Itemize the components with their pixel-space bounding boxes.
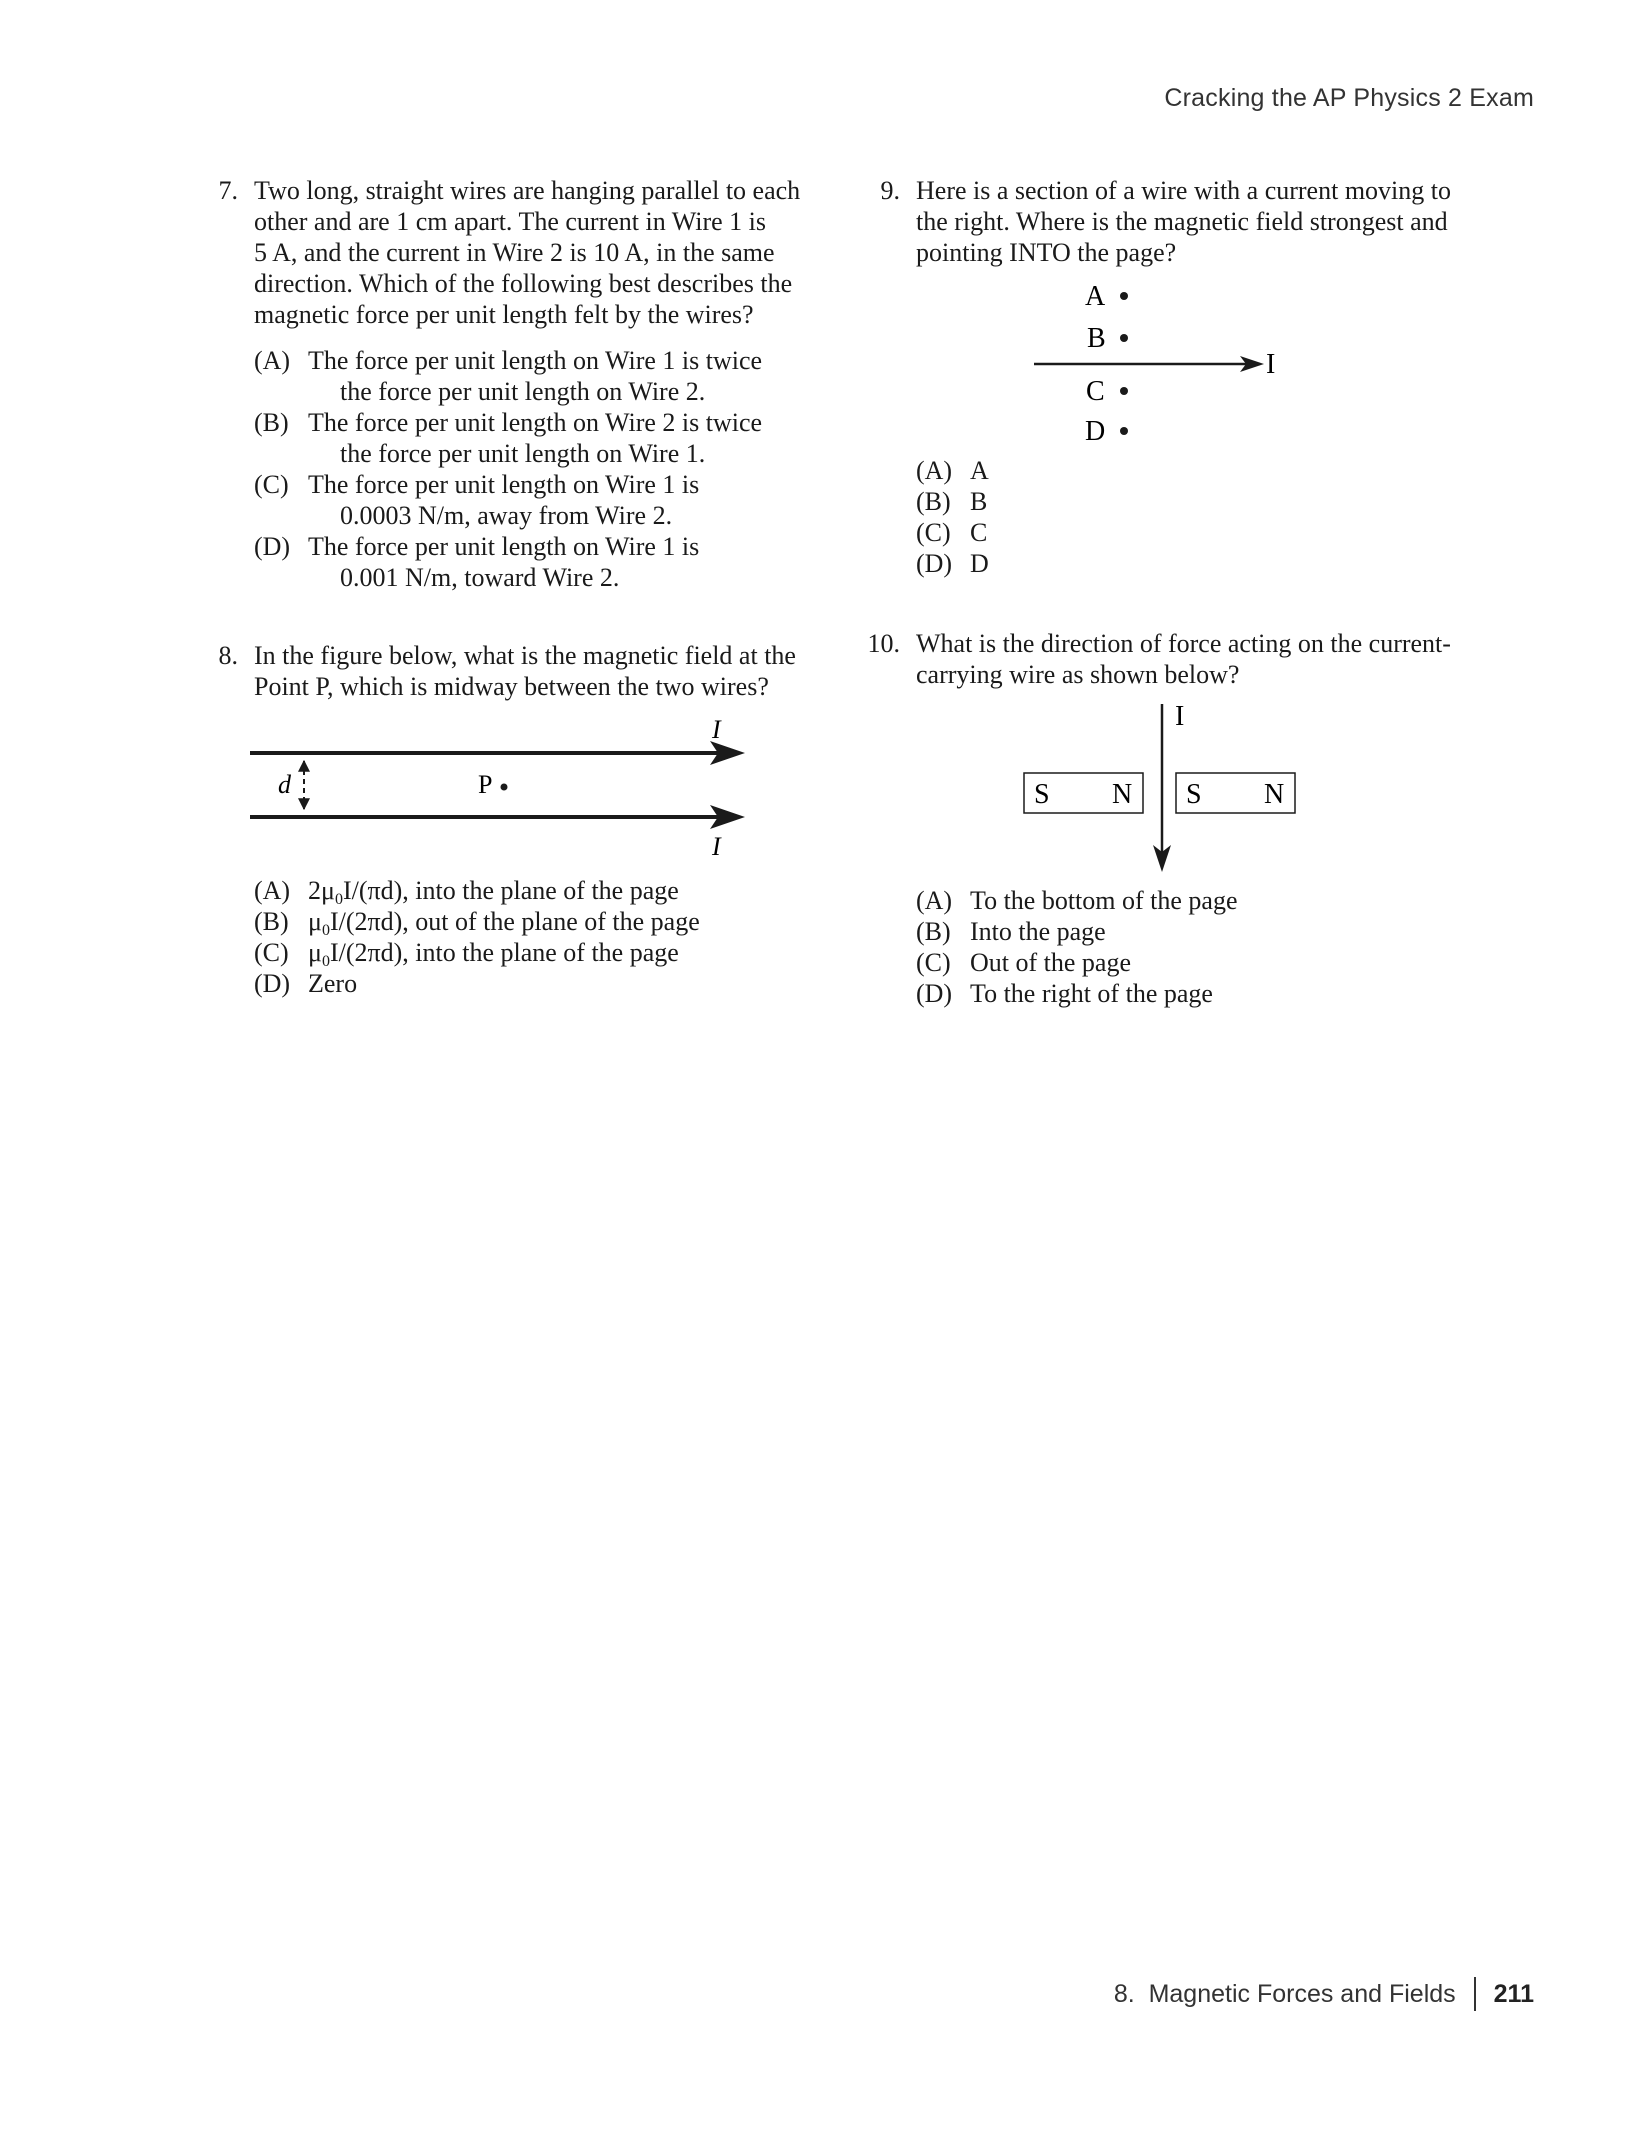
q8-figure	[240, 705, 760, 865]
point-p-dot	[501, 784, 508, 791]
q7-options	[254, 345, 814, 593]
answer-option-d[interactable]	[254, 968, 814, 999]
option-text-continuation: the force per unit length on Wire 1.	[340, 439, 706, 468]
point-label-c: C	[1086, 376, 1105, 407]
answer-option-a[interactable]	[916, 455, 1316, 486]
question-stem	[916, 175, 1476, 268]
option-prefix: μ	[308, 938, 322, 967]
option-text: The force per unit length on Wire 1 is	[308, 470, 700, 499]
magnet-right-n-label: N	[1264, 779, 1285, 810]
option-text: I/(2πd), into the plane of the page	[329, 938, 679, 967]
subscript: 0	[321, 953, 330, 970]
answer-option-c[interactable]	[254, 937, 814, 968]
stem-line: What is the direction of force acting on the current-	[916, 629, 1451, 658]
point-label-d: D	[1085, 416, 1106, 447]
option-label: (C)	[254, 470, 289, 499]
footer-divider	[1474, 1977, 1476, 2011]
option-text: Zero	[308, 969, 358, 998]
magnet-left-s-label: S	[1034, 779, 1050, 810]
option-label: (B)	[916, 487, 951, 516]
stem-line: In the figure below, what is the magnetic field at the	[254, 641, 796, 670]
option-prefix: 2μ	[308, 876, 335, 905]
answer-option-b[interactable]	[916, 916, 1476, 947]
running-footer	[1114, 1977, 1534, 2011]
stem-line: the right. Where is the magnetic field strongest and	[916, 207, 1448, 236]
subscript: 0	[321, 922, 330, 939]
current-label: I	[1175, 701, 1185, 732]
question-number: 9.	[880, 176, 900, 205]
option-text-continuation: 0.001 N/m, toward Wire 2.	[340, 563, 620, 592]
answer-option-a[interactable]	[916, 885, 1476, 916]
option-label: (B)	[254, 408, 289, 437]
answer-option-c[interactable]	[254, 469, 814, 500]
point-d-dot	[1120, 427, 1128, 435]
answer-option-c[interactable]	[916, 947, 1476, 978]
option-label: (A)	[916, 456, 953, 485]
stem-line: carrying wire as shown below?	[916, 660, 1240, 689]
option-label: (C)	[916, 948, 951, 977]
option-text: The force per unit length on Wire 2 is twice	[308, 408, 763, 437]
option-text: B	[970, 487, 988, 516]
point-c-dot	[1120, 387, 1128, 395]
option-text-continuation: 0.0003 N/m, away from Wire 2.	[340, 501, 673, 530]
option-text: The force per unit length on Wire 1 is twice	[308, 346, 763, 375]
answer-option-a[interactable]	[254, 345, 814, 376]
option-text: A	[970, 456, 989, 485]
stem-line: direction. Which of the following best describes the	[254, 269, 793, 298]
answer-option-d[interactable]	[916, 978, 1476, 1009]
option-label: (A)	[254, 876, 291, 905]
option-text: I/(2πd), out of the plane of the page	[329, 907, 700, 936]
answer-option-b[interactable]	[254, 407, 814, 438]
option-text: Out of the page	[970, 948, 1132, 977]
running-header: Cracking the AP Physics 2 Exam	[1164, 84, 1534, 112]
current-label-top: I	[712, 715, 721, 744]
stem-line: Point P, which is midway between the two wires?	[254, 672, 769, 701]
answer-option-d[interactable]	[916, 548, 1316, 579]
option-label: (B)	[916, 917, 951, 946]
point-a-dot	[1120, 292, 1128, 300]
point-b-dot	[1120, 334, 1128, 342]
option-text: The force per unit length on Wire 1 is	[308, 532, 700, 561]
point-label: P	[478, 770, 493, 799]
q8-options	[254, 875, 814, 999]
answer-option-b[interactable]	[254, 906, 814, 937]
option-label: (D)	[254, 532, 291, 561]
option-text: D	[970, 549, 989, 578]
option-label: (C)	[916, 518, 951, 547]
question-stem	[254, 175, 814, 330]
option-label: (A)	[254, 346, 291, 375]
question-stem	[916, 628, 1476, 690]
option-label: (D)	[916, 979, 953, 1008]
magnet-right-s-label: S	[1186, 779, 1202, 810]
option-prefix: μ	[308, 907, 322, 936]
answer-option-c[interactable]	[916, 517, 1316, 548]
stem-line: other and are 1 cm apart. The current in Wire 1 is	[254, 207, 767, 236]
stem-line: Here is a section of a wire with a current moving to	[916, 176, 1451, 205]
stem-line: magnetic force per unit length felt by the wires?	[254, 300, 754, 329]
point-label-a: A	[1085, 281, 1106, 312]
answer-option-b[interactable]	[916, 486, 1316, 517]
option-label: (A)	[916, 886, 953, 915]
option-label: (D)	[916, 549, 953, 578]
current-label-bottom: I	[712, 832, 721, 861]
option-label: (B)	[254, 907, 289, 936]
option-text: I/(πd), into the plane of the page	[342, 876, 679, 905]
answer-option-d[interactable]	[254, 531, 814, 562]
option-text: Into the page	[970, 917, 1106, 946]
answer-option-a[interactable]	[254, 875, 814, 906]
question-number: 8.	[218, 641, 238, 670]
q10-options	[916, 885, 1476, 1009]
current-label: I	[1266, 349, 1276, 380]
chapter-title: 8. Magnetic Forces and Fields	[1113, 1979, 1456, 2008]
point-label-b: B	[1087, 323, 1106, 354]
option-label: (D)	[254, 969, 291, 998]
stem-line: Two long, straight wires are hanging parallel to each	[254, 176, 801, 205]
option-text: C	[970, 518, 988, 547]
magnet-left-n-label: N	[1112, 779, 1133, 810]
subscript: 0	[334, 891, 343, 908]
q9-options	[916, 455, 1316, 579]
option-text: To the bottom of the page	[970, 886, 1238, 915]
page-number: 211	[1493, 1979, 1534, 2008]
stem-line: pointing INTO the page?	[916, 238, 1177, 267]
stem-line: 5 A, and the current in Wire 2 is 10 A, in the same	[254, 238, 775, 267]
question-number: 7.	[218, 176, 238, 205]
option-text-continuation: the force per unit length on Wire 2.	[340, 377, 706, 406]
distance-label: d	[278, 770, 291, 799]
q10-figure	[1020, 700, 1340, 880]
option-text: To the right of the page	[970, 979, 1213, 1008]
q9-figure	[1030, 275, 1330, 450]
question-number: 10.	[867, 629, 900, 658]
question-stem	[254, 640, 814, 702]
option-label: (C)	[254, 938, 289, 967]
